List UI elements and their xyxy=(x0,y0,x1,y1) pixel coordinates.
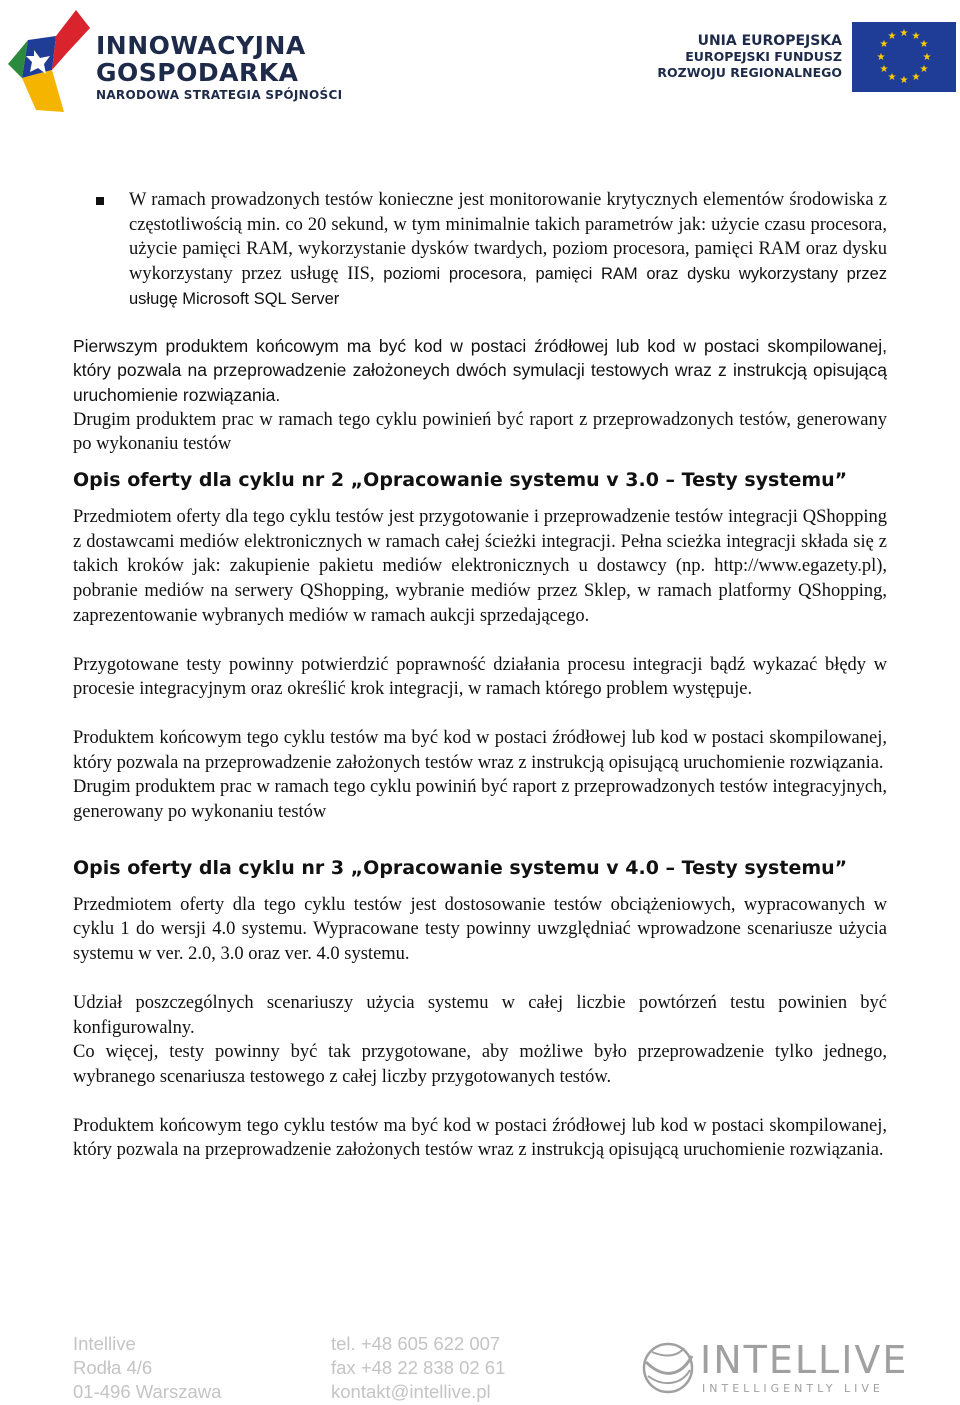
footer-contact xyxy=(331,1332,505,1404)
section3-paragraph4: Produktem końcowym tego cyklu testów ma być kod w postaci źródłowej lub kod w postaci skompilowanej, który pozwala na przeprowadzenie założonych testów wraz z instrukcją opisującą uruchomienie rozwiązania. xyxy=(73,1115,887,1161)
bullet-text xyxy=(129,188,887,312)
eu-wordmark xyxy=(657,33,842,81)
eu-line1: UNIA EUROPEJSKA xyxy=(697,33,842,49)
page-footer xyxy=(73,1332,960,1405)
page-header xyxy=(0,0,960,120)
bullet-item xyxy=(64,188,887,312)
section1-paragraph1: Pierwszym produktem końcowym ma być kod w postaci źródłowej lub kod w postaci skompilowanej, który pozwala na przeprowadzenie założoneych dwóch symulacji testowych wraz z instrukcją opisującą uruchomienie rozwiązania. xyxy=(73,335,887,405)
section1-paragraph2: Drugim produktem prac w ramach tego cyklu powinień być raport z przeprowadzonych testów, generowany po wykonaniu testów xyxy=(73,409,887,455)
footer-fax: fax +48 22 838 02 61 xyxy=(331,1357,506,1378)
ig-line1: INNOWACYJNA xyxy=(96,31,306,60)
section3-title: Opis oferty dla cyklu nr 3 „Opracowanie systemu v 4.0 – Testy systemu” xyxy=(73,856,848,879)
bullet-text-a: W ramach prowadzonych testów konieczne jest monitorowanie krytycznych elementów środowiska z częstotliwością min. co 20 sekund, w tym minimalnie takich parametrów jak: użycie czasu procesora, użycie pamięci RAM, wykorzystanie dysków twardych, poziom procesora, pamięci RAM oraz dysku wykorzystany przez usługę IIS, xyxy=(129,190,887,285)
footer-email[interactable]: kontakt@intellive.pl xyxy=(331,1381,491,1402)
svg-text:★: ★ xyxy=(879,64,889,75)
svg-text:★: ★ xyxy=(911,72,921,83)
footer-tel: tel. +48 605 622 007 xyxy=(331,1333,501,1354)
document-body xyxy=(73,188,887,1163)
eu-line3: ROZWOJU REGIONALNEGO xyxy=(657,65,842,80)
innowacyjna-gospodarka-star-logo xyxy=(6,6,90,112)
intellive-wordmark: INTELLIVE xyxy=(700,1338,909,1382)
section2-title: Opis oferty dla cyklu nr 2 „Opracowanie systemu v 3.0 – Testy systemu” xyxy=(73,469,848,492)
section2-paragraph4: Drugim produktem prac w ramach tego cyklu powiniń być raport z przeprowadzonych testów integracyjnych, generowany po wykonaniu testów xyxy=(73,777,887,823)
section3-paragraph1: Przedmiotem oferty dla tego cyklu testów jest dostosowanie testów obciążeniowych, wypracowanych w cyklu 1 do wersji 4.0 systemu. Wypracowane testy powinny uwzględniać wprowadzone scenariusze użycia systemu w ver. 2.0, 3.0 oraz ver. 4.0 systemu. xyxy=(73,894,887,965)
intellive-tagline: INTELLIGENTLY LIVE xyxy=(702,1382,884,1395)
section3-paragraph2: Udział poszczególnych scenariuszy użycia systemu w całej liczbie powtórzeń testu powinien być konfigurowalny. xyxy=(73,992,887,1038)
svg-text:★: ★ xyxy=(876,52,886,63)
innowacyjna-gospodarka-wordmark xyxy=(96,32,342,104)
svg-text:★: ★ xyxy=(922,52,932,63)
eu-line2: EUROPEJSKI FUNDUSZ xyxy=(685,49,842,64)
intellive-logo xyxy=(638,1336,958,1402)
section2-paragraph1: Przedmiotem oferty dla tego cyklu testów jest przygotowanie i przeprowadzenie testów integracji QShopping z dostawcami mediów elektronicznych w ramach całej ścieżki integracji. Pełna scieżka integracji składa się z takich kroków jak: zakupienie pakietu mediów elektronicznych u dostawcy (np. http://www.egazety.pl), pobranie mediów na serwery QShopping, wybranie mediów przez Sklep, w ramach platformy QShopping, zaprezentowanie wybranych mediów w ramach aukcji sprzedającego. xyxy=(73,507,887,626)
eu-flag-icon xyxy=(852,22,956,92)
svg-text:★: ★ xyxy=(899,75,909,86)
svg-text:★: ★ xyxy=(887,31,897,42)
svg-text:★: ★ xyxy=(919,64,929,75)
svg-text:★: ★ xyxy=(919,39,929,50)
section3-paragraph3: Co więcej, testy powinny być tak przygotowane, aby możliwe było przeprowadzenie tylko jednego, wybranego scenariusza testowego z całej liczby przygotowanych testów. xyxy=(73,1042,887,1087)
section2-paragraph3: Produktem końcowym tego cyklu testów ma być kod w postaci źródłowej lub kod w postaci skompilowanej, który pozwala na przeprowadzenie założonych testów wraz z instrukcją opisującą uruchomienie rozwiązania. xyxy=(73,727,887,773)
bullet-square-icon xyxy=(96,197,104,205)
footer-city: 01-496 Warszawa xyxy=(73,1381,222,1402)
footer-street: Rodła 4/6 xyxy=(73,1357,153,1378)
footer-company: Intellive xyxy=(73,1333,136,1354)
ig-line3: NARODOWA STRATEGIA SPÓJNOŚCI xyxy=(96,88,343,102)
bullet-text-b: poziomi procesora, pamięci RAM oraz dysku wykorzystany przez usługę Microsoft SQL Server xyxy=(129,265,887,308)
svg-text:★: ★ xyxy=(911,31,921,42)
ig-line2: GOSPODARKA xyxy=(96,58,299,87)
footer-address xyxy=(73,1332,221,1404)
svg-text:★: ★ xyxy=(899,28,909,39)
svg-text:★: ★ xyxy=(887,72,897,83)
intellive-globe-icon xyxy=(638,1338,698,1398)
svg-text:★: ★ xyxy=(879,39,889,50)
section2-paragraph2: Przygotowane testy powinny potwierdzić poprawność działania procesu integracji bądź wykazać błędy w procesie integracyjnym oraz określić krok integracji, w ramach którego problem występuje. xyxy=(73,654,887,700)
